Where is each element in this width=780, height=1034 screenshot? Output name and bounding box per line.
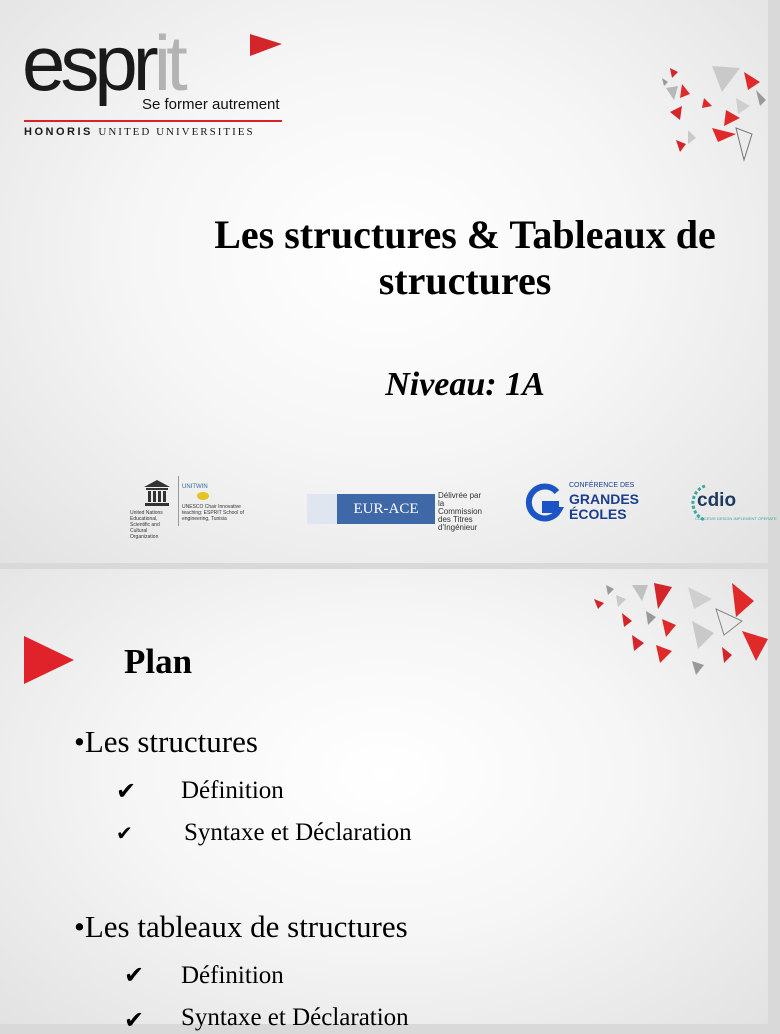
logo-wordmark: [22, 19, 183, 107]
decorative-triangles-icon: [652, 60, 768, 170]
cge-logo: [523, 480, 653, 530]
eur-ace-note-3: des Titres: [438, 515, 473, 524]
check-icon: ✔: [124, 961, 145, 989]
logo-honoris-rest: UNITED UNIVERSITIES: [98, 126, 255, 138]
plan-section-2-item-1: Définition: [181, 962, 284, 989]
esprit-logo: [22, 19, 292, 146]
unesco-divider: [178, 476, 179, 526]
cdio-label: cdio: [697, 490, 737, 511]
unesco-text: United Nations Educational, Scientific and Cultural Organization: [130, 510, 163, 540]
unitwin-label: UNITWIN: [182, 484, 208, 490]
cdio-subtext: CONCEIVE DESIGN IMPLEMENT OPERATE: [695, 516, 777, 521]
bullet-icon: •: [74, 724, 85, 759]
unitwin-leaf-icon: [196, 490, 210, 502]
cge-line-3: ÉCOLES: [569, 506, 627, 522]
unesco-temple-icon: [142, 478, 172, 508]
check-icon: ✔: [116, 777, 137, 805]
eur-ace-label: EUR-ACE: [337, 494, 435, 524]
decorative-triangles-icon: [592, 581, 768, 681]
eur-ace-logo: [307, 490, 487, 532]
cge-line-1: CONFÉRENCE DES: [569, 482, 635, 489]
logo-honoris: [24, 126, 255, 138]
cge-g-icon: [523, 482, 563, 526]
plan-section-1: [74, 724, 258, 760]
plan-section-1-label: Les structures: [84, 724, 258, 759]
logo-divider: [24, 120, 282, 122]
eur-ace-note-2: Commission: [438, 507, 483, 516]
title-line-1: Les structures & Tableaux de: [214, 212, 716, 257]
logo-honoris-bold: HONORIS: [24, 126, 93, 138]
logo-word-dark: espr: [22, 19, 154, 107]
logo-tagline: Se former autrement: [142, 96, 280, 113]
unesco-logo: [130, 474, 260, 540]
eur-ace-note-1: Délivrée par la: [438, 491, 482, 508]
unitwin-text: UNESCO Chair Innovative teaching: ESPRIT School of engineering, Tunisia: [182, 504, 244, 522]
eur-ace-note: [438, 492, 487, 532]
plan-section-2-label: Les tableaux de structures: [84, 909, 408, 944]
slide-title: [150, 212, 780, 304]
plan-section-2: [74, 909, 408, 945]
bullet-icon: •: [74, 909, 85, 944]
plan-arrow-icon: [24, 634, 76, 686]
cdio-logo: [683, 482, 777, 530]
check-icon: ✔: [116, 821, 133, 845]
logo-flag-icon: [248, 32, 284, 58]
level-label: Niveau: 1A: [385, 366, 545, 403]
plan-section-1-item-2: Syntaxe et Déclaration: [184, 819, 412, 846]
plan-section-2-item-2: Syntaxe et Déclaration: [181, 1004, 409, 1031]
plan-title: Plan: [124, 642, 193, 681]
plan-section-1-item-1: Définition: [181, 777, 284, 804]
cge-line-2: GRANDES: [569, 491, 640, 507]
title-line-2: structures: [378, 258, 552, 303]
eur-ace-stars: [307, 494, 337, 524]
check-icon: ✔: [124, 1006, 145, 1034]
logo-word-light: it: [153, 19, 183, 107]
eur-ace-note-4: d'Ingénieur: [438, 523, 478, 532]
